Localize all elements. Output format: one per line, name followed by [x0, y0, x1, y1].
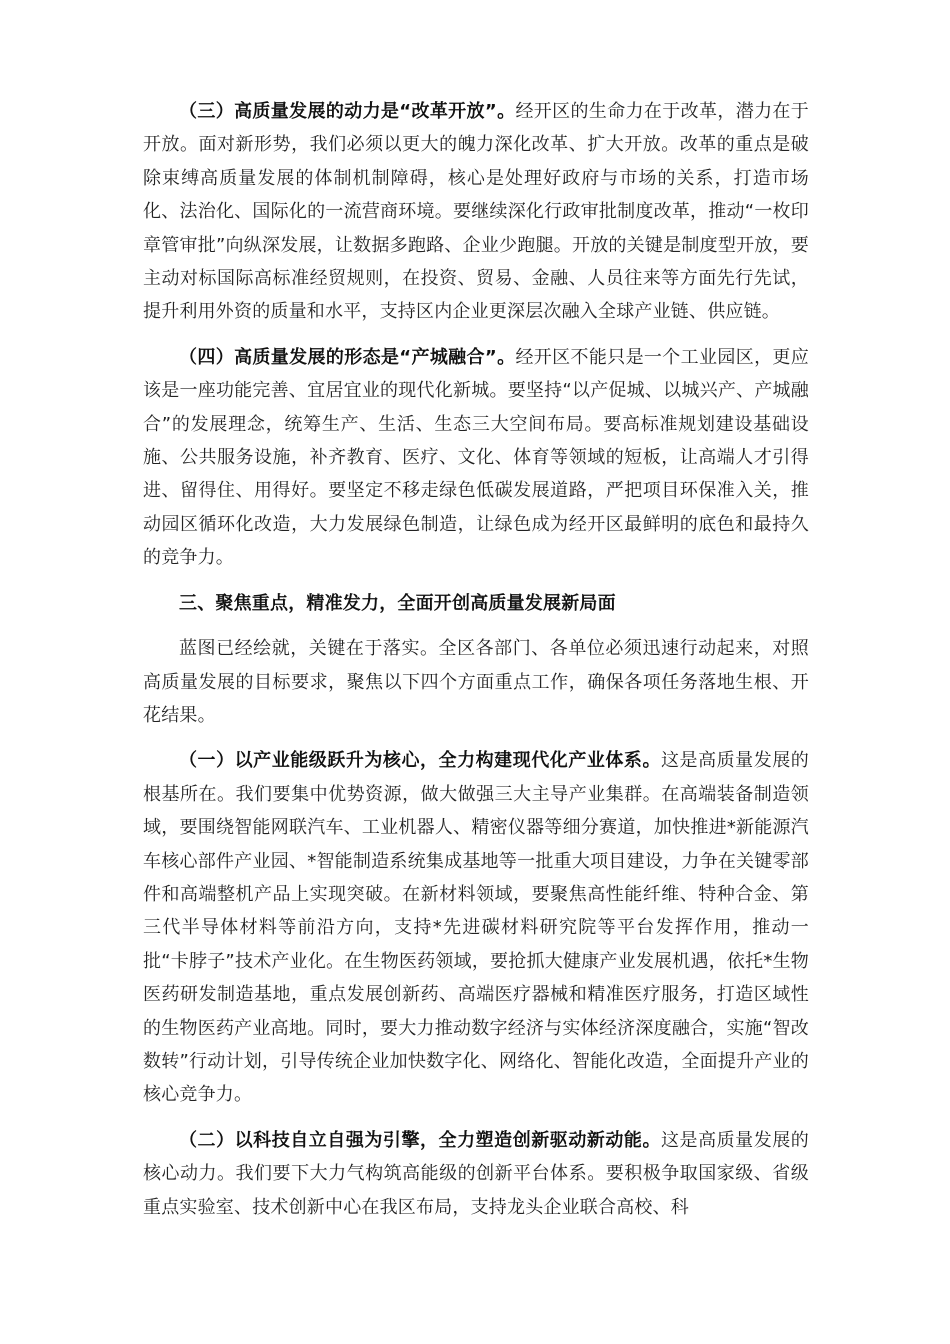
paragraph-reform-opening [143, 95, 809, 329]
task-tech-innovation [143, 1124, 809, 1224]
task-lead: （二）以科技自立自强为引擎，全力塑造创新驱动新动能。 [179, 1129, 662, 1151]
task-lead: （一）以产业能级跃升为核心，全力构建现代化产业体系。 [179, 750, 662, 772]
paragraph-text: 经开区不能只是一个工业园区，更应该是一座功能完善、宜居宜业的现代化新城。要坚持“以产促城、以城兴产、产城融合”的发展理念，统筹生产、生活、生态三大空间布局。要高标准规划建设基础设施、公共服务设施，补齐教育、医疗、文化、体育等领域的短板，让高端人才引得进、留得住、用得好。要坚定不移走绿色低碳发展道路，严把项目环保准入关，推动园区循环化改造，大力发展绿色制造，让绿色成为经开区最鲜明的底色和最持久的竞争力。 [143, 346, 809, 569]
task-text: 这是高质量发展的根基所在。我们要集中优势资源，做大做强三大主导产业集群。在高端装备制造领域，要围绕智能网联汽车、工业机器人、精密仪器等细分赛道，加快推进*新能源汽车核心部件产业园、*智能制造系统集成基地等一批重大项目建设，力争在关键零部件和高端整机产品上实现突破。在新材料领域，要聚焦高性能纤维、特种合金、第三代半导体材料等前沿方向，支持*先进碳材料研究院等平台发挥作用，推动一批“卡脖子”技术产业化。在生物医药领域，要抢抓大健康产业发展机遇，依托*生物医药研发制造基地，重点发展创新药、高端医疗器械和精准医疗服务，打造区域性的生物医药产业高地。同时，要大力推动数字经济与实体经济深度融合，实施“智改数转”行动计划，引导传统企业加快数字化、网络化、智能化改造，全面提升产业的核心竞争力。 [143, 750, 809, 1106]
paragraph-lead: （四）高质量发展的形态是“产城融合”。 [179, 346, 516, 368]
section-heading: 三、聚焦重点，精准发力，全面开创高质量发展新局面 [179, 592, 616, 614]
document-body [143, 95, 809, 1236]
paragraph-lead: （三）高质量发展的动力是“改革开放”。 [179, 101, 516, 122]
paragraph-industry-city [143, 341, 809, 575]
task-text: 这是高质量发展的核心动力。我们要下大力气构筑高能级的创新平台体系。要积极争取国家级、省级重点实验室、技术创新中心在我区布局，支持龙头企业联合高校、科 [143, 1129, 809, 1218]
section-intro: 蓝图已经绘就，关键在于落实。全区各部门、各单位必须迅速行动起来，对照高质量发展的目标要求，聚焦以下四个方面重点工作，确保各项任务落地生根、开花结果。 [143, 638, 809, 726]
task-industry-upgrade [143, 744, 809, 1111]
paragraph-text: 经开区的生命力在于改革，潜力在于开放。面对新形势，我们必须以更大的魄力深化改革、扩大开放。改革的重点是破除束缚高质量发展的体制机制障碍，核心是处理好政府与市场的关系，打造市场化、法治化、国际化的一流营商环境。要继续深化行政审批制度改革，推动“一枚印章管审批”向纵深发展，让数据多跑路、企业少跑腿。开放的关键是制度型开放，要主动对标国际高标准经贸规则，在投资、贸易、金融、人员往来等方面先行先试，提升利用外资的质量和水平，支持区内企业更深层次融入全球产业链、供应链。 [143, 101, 809, 323]
